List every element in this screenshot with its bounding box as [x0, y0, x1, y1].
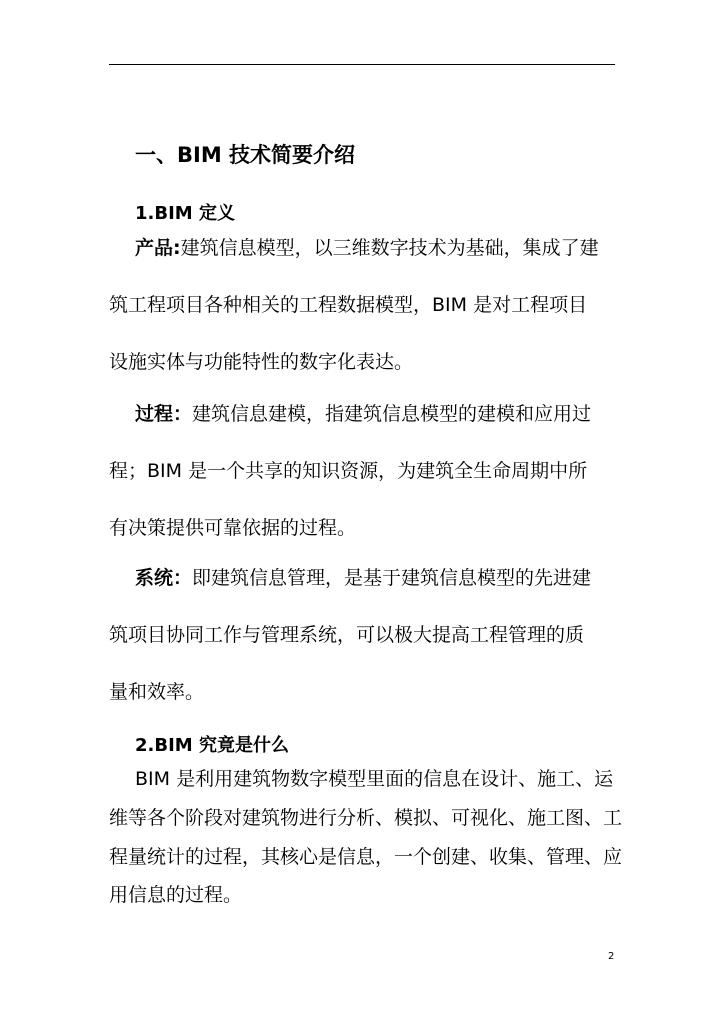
process-label: 过程： [135, 403, 193, 425]
process-line-2: 程；BIM 是一个共享的知识资源，为建筑全生命周期中所 [109, 460, 588, 482]
product-label: 产品: [135, 237, 181, 259]
section2-line-2: 维等各个阶段对建筑物进行分析、模拟、可视化、施工图、工 [109, 807, 623, 829]
section2-title: 2.BIM 究竟是什么 [135, 735, 289, 756]
product-line-1 [135, 236, 599, 260]
section2-line-1: BIM 是利用建筑物数字模型里面的信息在设计、施工、运 [135, 768, 614, 790]
system-line-3: 量和效率。 [109, 681, 205, 703]
product-line-2: 筑工程项目各种相关的工程数据模型，BIM 是对工程项目 [109, 294, 588, 316]
process-line-3: 有决策提供可靠依据的过程。 [109, 517, 357, 539]
header-rule [109, 64, 615, 65]
section2-line-3: 程量统计的过程，其核心是信息，一个创建、收集、管理、应 [109, 846, 623, 868]
process-text-1: 建筑信息建模，指建筑信息模型的建模和应用过 [192, 403, 592, 425]
system-text-1: 即建筑信息管理，是基于建筑信息模型的先进建 [192, 567, 592, 589]
system-line-1 [135, 566, 591, 590]
section2-line-4: 用信息的过程。 [109, 884, 243, 906]
main-heading: 一、BIM 技术简要介绍 [135, 143, 356, 167]
section1-title: 1.BIM 定义 [135, 203, 235, 224]
product-text-1: 建筑信息模型，以三维数字技术为基础，集成了建 [180, 237, 599, 259]
page-number: 2 [608, 951, 615, 962]
system-line-2: 筑项目协同工作与管理系统，可以极大提高工程管理的质 [109, 624, 585, 646]
product-line-3: 设施实体与功能特性的数字化表达。 [109, 351, 414, 373]
process-line-1 [135, 402, 591, 426]
system-label: 系统： [135, 567, 193, 589]
